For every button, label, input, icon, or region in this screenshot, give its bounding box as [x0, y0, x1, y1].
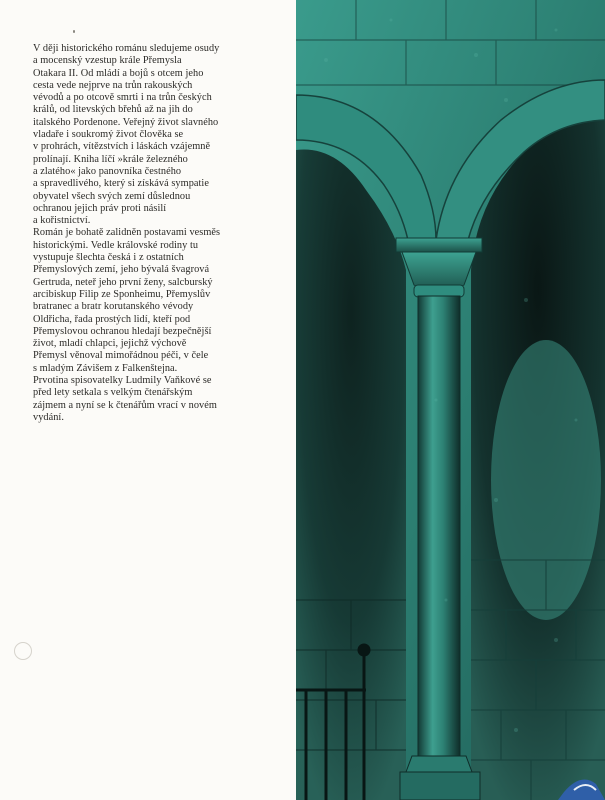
column-shaft	[418, 296, 460, 756]
blurb-line: a spravedlivého, který si získává sympatie	[33, 178, 209, 190]
blurb-line: Otakara II. Od mládí a bojů s otcem jeho	[33, 67, 204, 79]
arcade-column-painting	[296, 0, 605, 800]
blurb-line: ochranou jejich práv proti násilí	[33, 202, 167, 214]
blurb-line: a mocenský vzestup krále Přemysla	[33, 55, 182, 67]
blurb-line: v prohrách, vítězstvích i láskách vzájemně	[33, 141, 211, 153]
blurb-line: Román je bohatě zalidněn postavami vesměs	[33, 227, 221, 239]
blurb-line: italského Pordenone. Veřejný život slavného	[33, 116, 219, 128]
blurb-line: a kořistnictví.	[33, 215, 91, 227]
blurb-line: cesta vede nejprve na trůn rakouských	[33, 79, 193, 91]
column-abacus	[396, 238, 482, 252]
blurb-line: V ději historického románu sledujeme osudy	[33, 43, 220, 54]
blurb-line: Přemyslovou ochranou hledají bezpečnější	[33, 325, 212, 337]
blurb-line: králů, od litevských břehů až na jih do	[33, 104, 193, 116]
blurb-line: Prvotina spisovatelky Ludmily Vaňkové se	[33, 375, 212, 387]
blurb-line: Přemyslových zemí, jeho bývalá švagrová	[33, 264, 210, 276]
book-blurb	[33, 43, 285, 424]
print-mark	[73, 30, 75, 33]
cover-illustration	[296, 0, 605, 800]
blurb-line: prolínají. Kniha líčí »krále železného	[33, 153, 188, 165]
blurb-line: vévodů a po otcově smrti i na trůn českých	[33, 92, 212, 104]
blurb-line: a zlatého« jako panovníka čestného	[33, 165, 182, 177]
punch-hole	[14, 642, 32, 660]
blurb-line: život, mladí chlapci, jejichž výchově	[33, 338, 187, 350]
blurb-line: Gertruda, neteř jeho první ženy, salcburský	[33, 276, 213, 288]
blurb-line: zájmem a nyní se k čtenářům vrací v novém	[33, 399, 217, 411]
blurb-line: vladaře i soukromý život člověka se	[33, 129, 184, 141]
blurb-line: vydání.	[33, 411, 64, 423]
blurb-line: Přemysl věnoval mimořádnou péči, v čele	[33, 350, 209, 362]
column-base	[406, 756, 472, 772]
blurb-line: historickými. Vedle královské rodiny tu	[33, 239, 199, 251]
back-cover-text-panel	[0, 0, 296, 800]
blurb-line: vystupuje šlechta česká i z ostatních	[33, 252, 184, 264]
column-necking	[414, 285, 464, 297]
blurb-line: bratranec a bratr korutanského vévody	[33, 301, 194, 313]
blurb-line: Oldřicha, řada prostých lidí, kteří pod	[33, 313, 191, 325]
left-arch-shadow	[296, 150, 406, 800]
column-plinth	[400, 772, 480, 800]
blurb-line: s mladým Závišem z Falkenštejna.	[33, 362, 178, 374]
blurb-line: arcibiskup Filip ze Sponheimu, Přemyslův	[33, 288, 211, 300]
blurb-line: obyvatel všech svých zemí důslednou	[33, 190, 191, 202]
blurb-line: před lety setkala s velkým čtenářským	[33, 387, 193, 399]
